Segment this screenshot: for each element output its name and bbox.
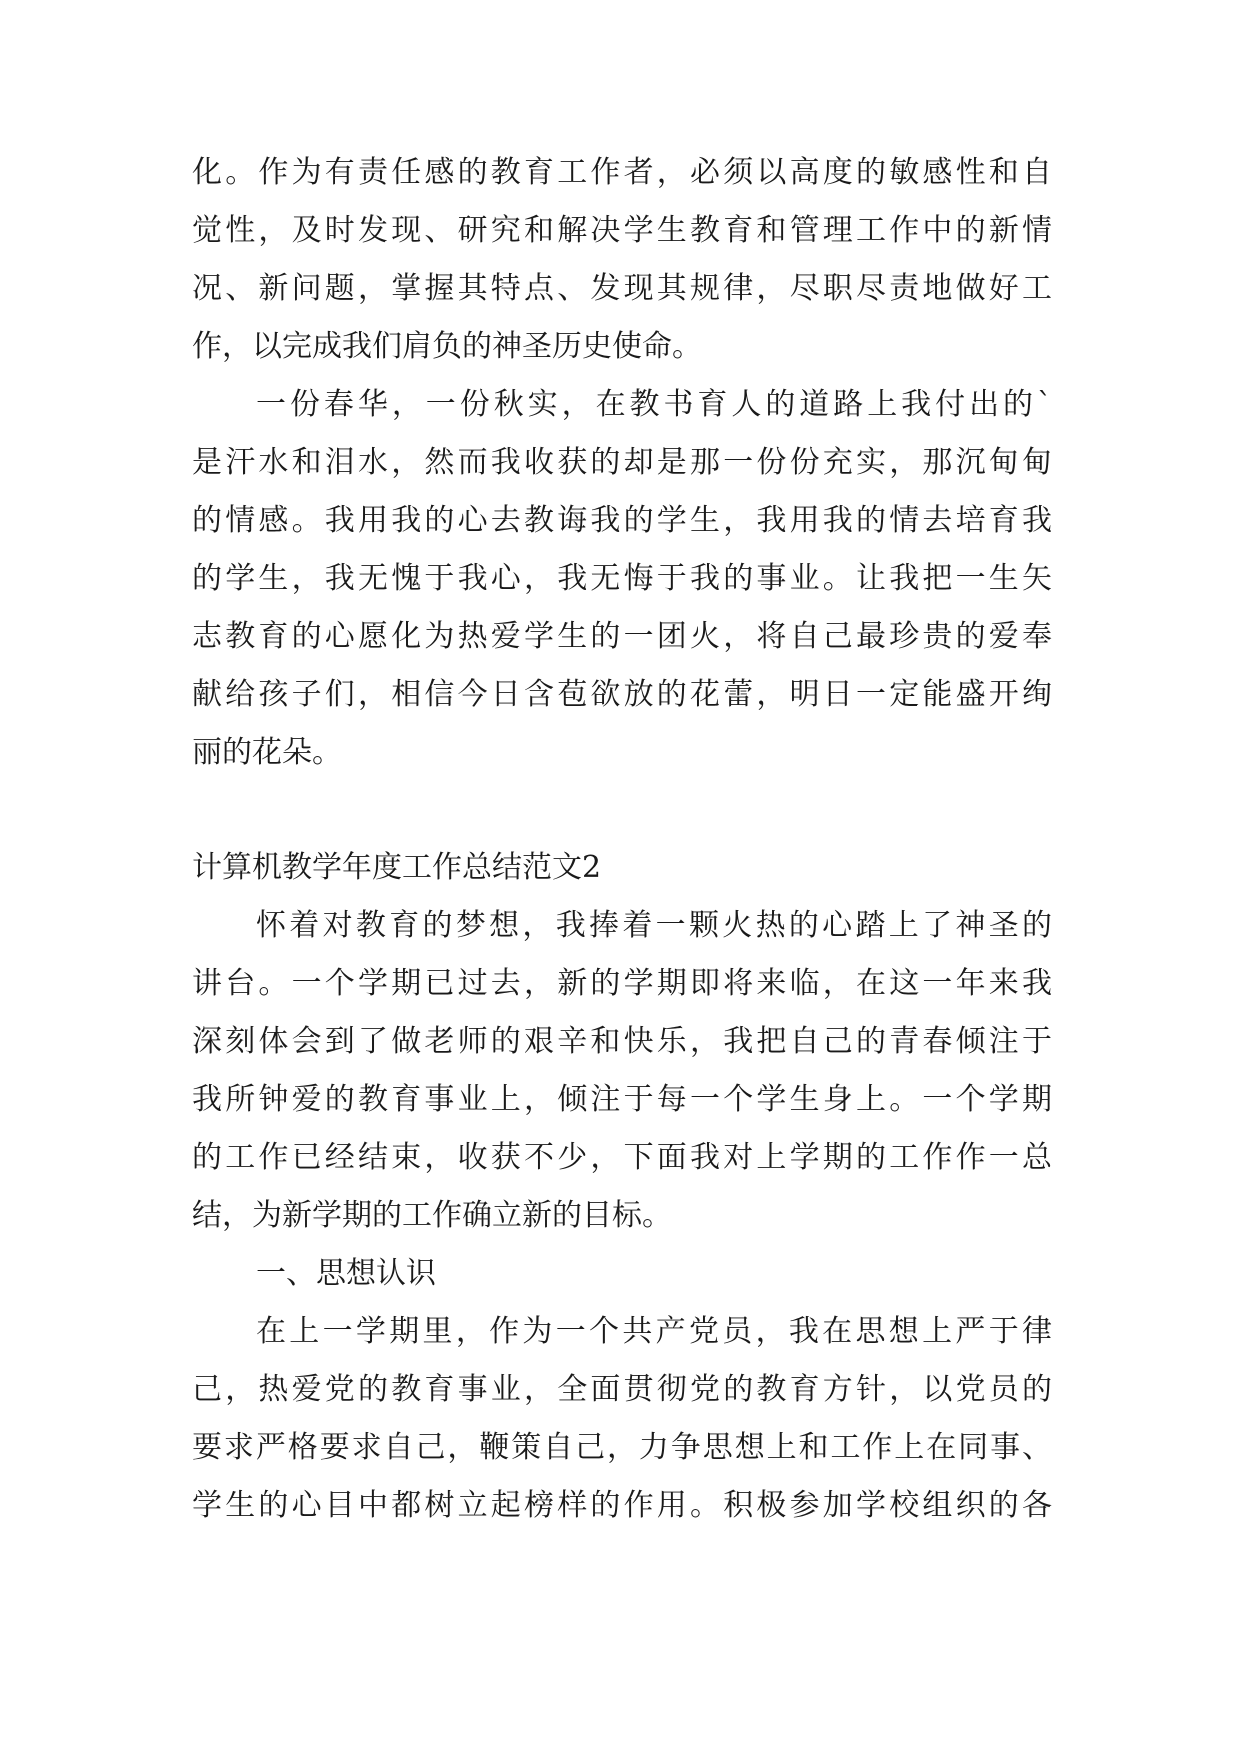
text-line: 的工作已经结束，收获不少，下面我对上学期的工作作一总 xyxy=(192,1140,1052,1175)
text-line: 况、新问题，掌握其特点、发现其规律，尽职尽责地做好工 xyxy=(192,271,1052,306)
text-line: 怀着对教育的梦想，我捧着一颗火热的心踏上了神圣的 xyxy=(256,908,1052,943)
text-line: 的情感。我用我的心去教诲我的学生，我用我的情去培育我 xyxy=(192,503,1052,538)
text-line: 我所钟爱的教育事业上，倾注于每一个学生身上。一个学期 xyxy=(192,1082,1052,1117)
text-line: 在上一学期里，作为一个共产党员，我在思想上严于律 xyxy=(256,1314,1052,1349)
subheading: 一、思想认识 xyxy=(256,1256,436,1291)
text-line: 化。作为有责任感的教育工作者，必须以高度的敏感性和自 xyxy=(192,155,1052,190)
text-line: 讲台。一个学期已过去，新的学期即将来临，在这一年来我 xyxy=(192,966,1052,1001)
text-line: 作，以完成我们肩负的神圣历史使命。 xyxy=(192,329,702,364)
text-line: 觉性，及时发现、研究和解决学生教育和管理工作中的新情 xyxy=(192,213,1052,248)
text-line: 学生的心目中都树立起榜样的作用。积极参加学校组织的各 xyxy=(192,1488,1052,1523)
text-line: 己，热爱党的教育事业，全面贯彻党的教育方针，以党员的 xyxy=(192,1372,1052,1407)
text-line: 的学生，我无愧于我心，我无悔于我的事业。让我把一生矢 xyxy=(192,561,1052,596)
text-line: 志教育的心愿化为热爱学生的一团火，将自己最珍贵的爱奉 xyxy=(192,619,1052,654)
text-line: 丽的花朵。 xyxy=(192,735,342,770)
section-title: 计算机教学年度工作总结范文2 xyxy=(192,850,602,885)
text-line: 一份春华，一份秋实，在教书育人的道路上我付出的` xyxy=(256,387,1052,422)
text-line: 深刻体会到了做老师的艰辛和快乐，我把自己的青春倾注于 xyxy=(192,1024,1052,1059)
text-line: 是汗水和泪水，然而我收获的却是那一份份充实，那沉甸甸 xyxy=(192,445,1052,480)
text-line: 献给孩子们，相信今日含苞欲放的花蕾，明日一定能盛开绚 xyxy=(192,677,1052,712)
text-line: 要求严格要求自己，鞭策自己，力争思想上和工作上在同事、 xyxy=(192,1430,1052,1465)
text-line: 结，为新学期的工作确立新的目标。 xyxy=(192,1198,672,1233)
